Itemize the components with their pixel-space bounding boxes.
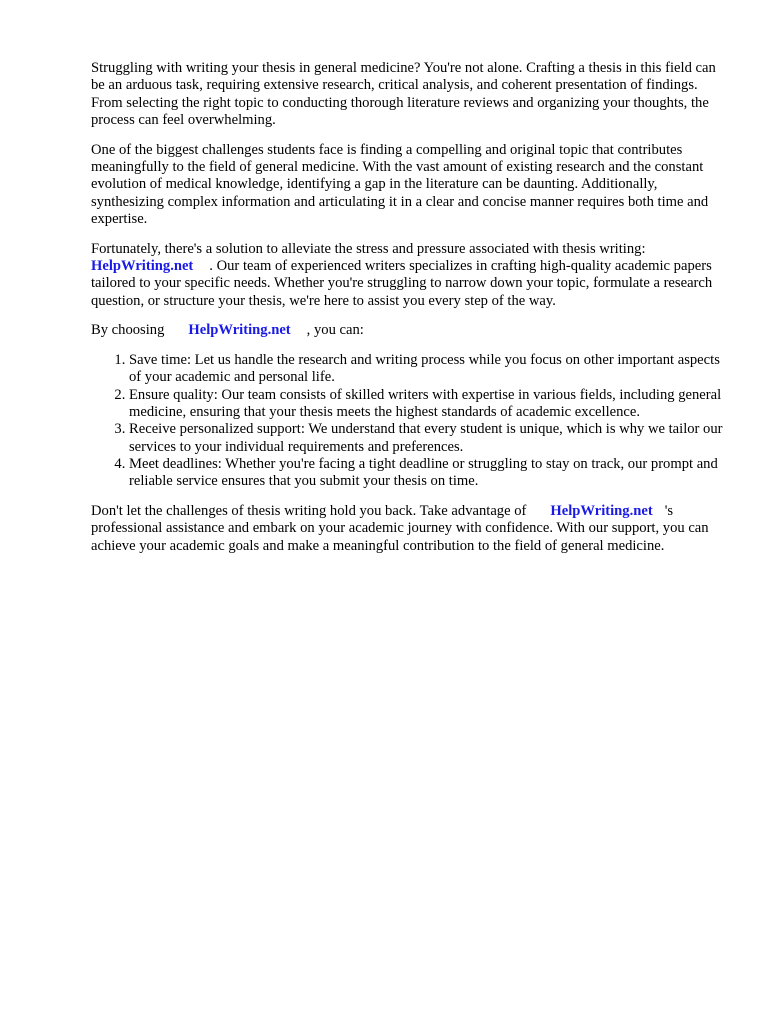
benefits-list [91, 352, 731, 490]
helpwriting-link[interactable]: HelpWriting.net [188, 322, 291, 339]
document-page [91, 60, 731, 567]
list-item: 4. Meet deadlines: Whether you're facing a tight deadline or struggling to stay on track, our prompt and reliable service ensures that you submit your thesis on time. [129, 456, 731, 491]
list-item: 1. Save time: Let us handle the research and writing process while you focus on other important aspects of your academic and personal life. [129, 352, 731, 387]
intro-paragraph: Struggling with writing your thesis in general medicine? You're not alone. Crafting a thesis in this field can be an arduous task, requiring extensive research, critical analysis, and coherent presentation of findings. From selecting the right topic to conducting thorough literature reviews and organizing your thoughts, the process can feel overwhelming. [91, 60, 716, 128]
list-item: 2. Ensure quality: Our team consists of skilled writers with expertise in various fields, including general medicine, ensuring that your thesis meets the highest standards of academic excellence. [129, 387, 731, 422]
list-item: 3. Receive personalized support: We understand that every student is unique, which is why we tailor our services to your individual requirements and preferences. [129, 421, 731, 456]
challenges-paragraph: One of the biggest challenges students face is finding a compelling and original topic that contributes meaningfully to the field of general medicine. With the vast amount of existing research and the constant evolution of medical knowledge, identifying a gap in the literature can be daunting. Additionally, synthesizing complex information and articulating it in a clear and concise manner requires both time and expertise. [91, 141, 709, 227]
helpwriting-link[interactable]: HelpWriting.net [91, 257, 194, 274]
solution-paragraph [91, 241, 731, 310]
choosing-text-before: By choosing [91, 322, 165, 339]
choosing-text-after: , you can: [306, 322, 364, 339]
choosing-paragraph [91, 322, 731, 339]
solution-text-before: Fortunately, there's a solution to alleviate the stress and pressure associated with thesis writing: [91, 240, 646, 257]
closing-paragraph [91, 503, 731, 555]
closing-text-before: Don't let the challenges of thesis writing hold you back. Take advantage of [91, 503, 527, 520]
solution-text-after: . Our team of experienced writers specializes in crafting high-quality academic papers tailored to your specific needs. Whether you're struggling to narrow down your topic, formulate a research question, or structure your thesis, we're here to assist you every step of the way. [91, 257, 713, 309]
helpwriting-link[interactable]: HelpWriting.net [550, 503, 653, 520]
closing-text-after: 's professional assistance and embark on your academic journey with confidence. With our support, you can achieve your academic goals and make a meaningful contribution to the field of general medicine. [91, 503, 709, 554]
